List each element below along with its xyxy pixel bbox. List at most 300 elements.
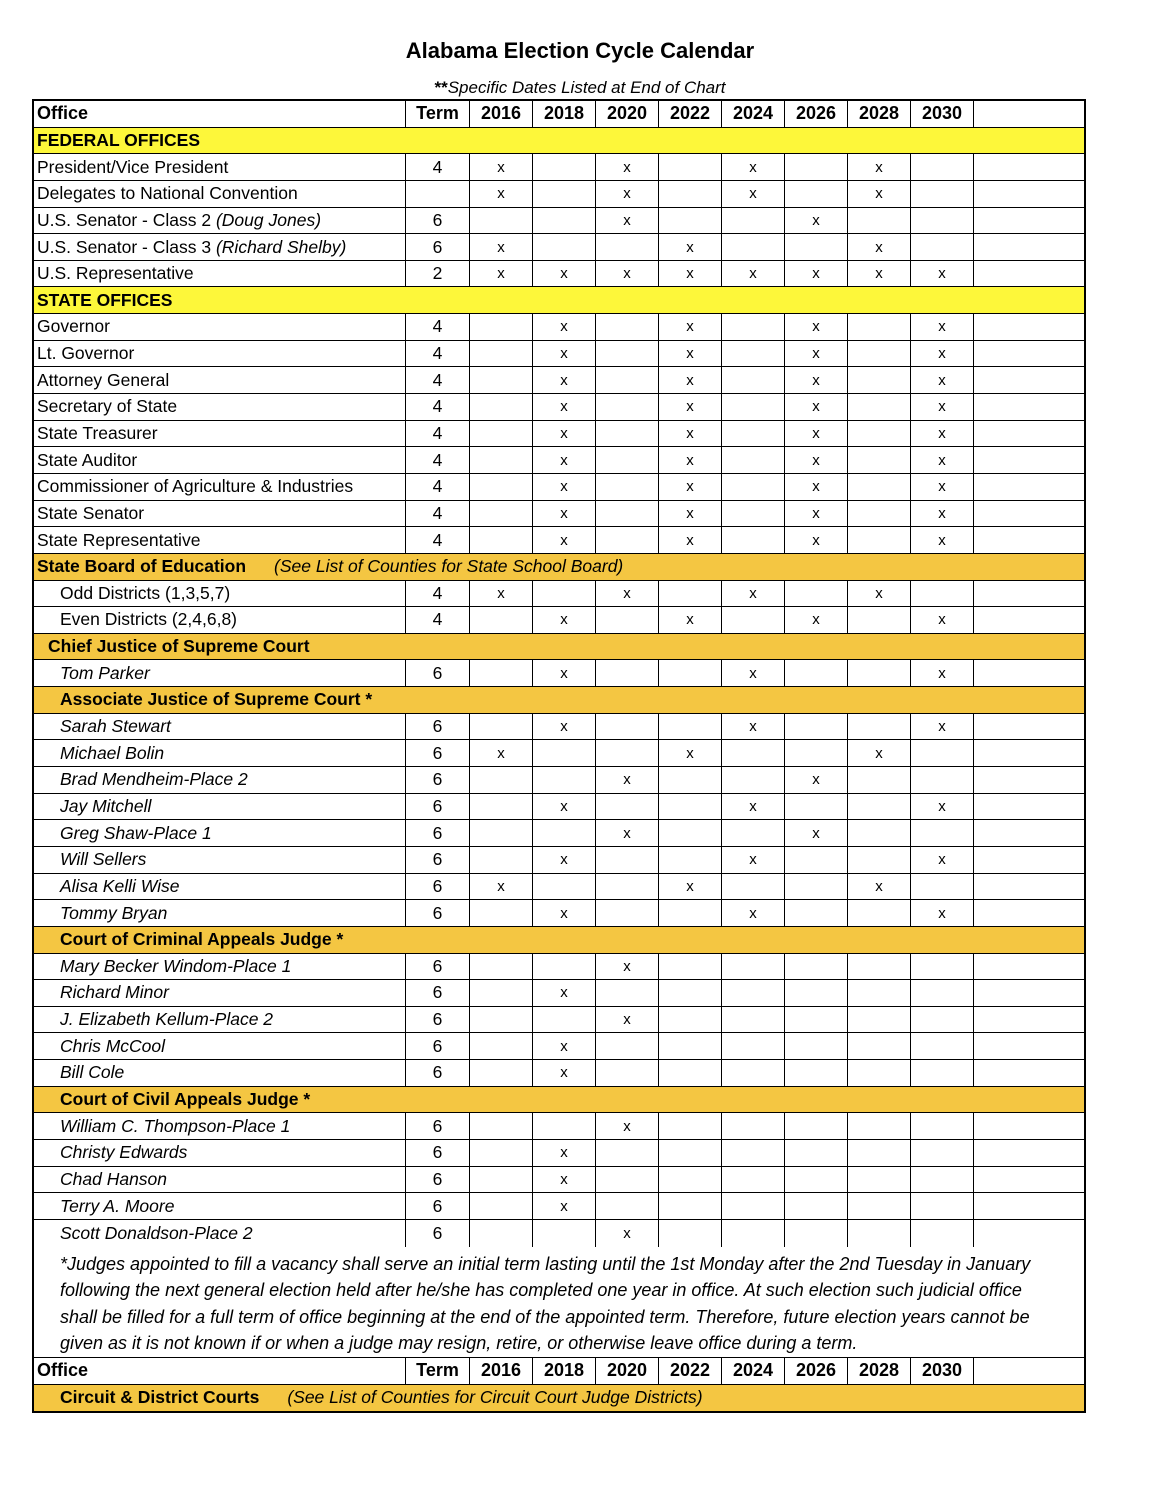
office-name-cell bbox=[34, 1007, 406, 1033]
office-row bbox=[34, 1193, 1084, 1220]
footer-header-term: Term bbox=[406, 1358, 470, 1384]
election-year-mark bbox=[848, 394, 911, 420]
subsection-label: Court of Criminal Appeals Judge * bbox=[60, 929, 344, 950]
election-year-mark bbox=[659, 980, 722, 1006]
office-name: Tom Parker bbox=[60, 662, 150, 683]
office-name: State Treasurer bbox=[37, 423, 158, 443]
blank-cell bbox=[974, 1113, 1084, 1139]
election-year-mark bbox=[470, 1113, 533, 1139]
term-cell: 6 bbox=[406, 1220, 470, 1247]
election-year-mark bbox=[785, 1007, 848, 1033]
election-year-mark bbox=[659, 1140, 722, 1166]
subtitle-text: Specific Dates Listed at End of Chart bbox=[447, 78, 726, 97]
election-year-mark bbox=[722, 980, 785, 1006]
election-year-mark bbox=[785, 1167, 848, 1193]
subsection-label: State Board of Education bbox=[37, 556, 247, 577]
election-year-mark: x bbox=[596, 1113, 659, 1139]
office-name-cell bbox=[34, 820, 406, 846]
election-year-mark bbox=[911, 1033, 974, 1059]
header-year: 2016 bbox=[470, 101, 533, 127]
election-year-mark: x bbox=[722, 714, 785, 740]
term-cell: 6 bbox=[406, 900, 470, 926]
election-year-mark: x bbox=[911, 447, 974, 473]
election-year-mark bbox=[596, 607, 659, 633]
election-year-mark: x bbox=[785, 208, 848, 234]
footer-section-cell bbox=[34, 1385, 1084, 1412]
blank-cell bbox=[974, 581, 1084, 607]
office-name: Secretary of State bbox=[37, 396, 178, 417]
election-year-mark: x bbox=[785, 474, 848, 500]
election-year-mark bbox=[848, 527, 911, 553]
office-row bbox=[34, 421, 1084, 448]
election-year-mark: x bbox=[785, 367, 848, 393]
election-year-mark bbox=[533, 581, 596, 607]
office-row bbox=[34, 847, 1084, 874]
election-year-mark: x bbox=[722, 154, 785, 180]
election-year-mark: x bbox=[533, 1060, 596, 1086]
election-year-mark bbox=[848, 1060, 911, 1086]
office-row bbox=[34, 501, 1084, 528]
election-year-mark: x bbox=[533, 607, 596, 633]
election-year-mark bbox=[470, 501, 533, 527]
office-row bbox=[34, 447, 1084, 474]
election-year-mark: x bbox=[911, 394, 974, 420]
term-cell: 2 bbox=[406, 261, 470, 287]
election-year-mark: x bbox=[785, 314, 848, 340]
office-row bbox=[34, 767, 1084, 794]
election-year-mark bbox=[470, 660, 533, 686]
election-year-mark bbox=[848, 607, 911, 633]
election-year-mark bbox=[848, 794, 911, 820]
election-year-mark bbox=[722, 474, 785, 500]
election-year-mark bbox=[911, 1193, 974, 1219]
election-year-mark bbox=[596, 447, 659, 473]
election-year-mark bbox=[659, 154, 722, 180]
office-name: Richard Minor bbox=[60, 982, 169, 1003]
office-row bbox=[34, 660, 1084, 687]
term-cell: 6 bbox=[406, 820, 470, 846]
election-year-mark bbox=[470, 527, 533, 553]
office-name-cell bbox=[34, 954, 406, 980]
office-row bbox=[34, 794, 1084, 821]
office-row bbox=[34, 874, 1084, 901]
office-name: Greg Shaw-Place 1 bbox=[60, 822, 212, 843]
election-year-mark bbox=[848, 714, 911, 740]
election-year-mark: x bbox=[848, 581, 911, 607]
footer-header-year: 2016 bbox=[470, 1358, 533, 1384]
election-year-mark bbox=[470, 208, 533, 234]
election-year-mark bbox=[596, 1033, 659, 1059]
subtitle-stars: ** bbox=[434, 78, 448, 97]
election-year-mark bbox=[659, 820, 722, 846]
election-year-mark bbox=[659, 181, 722, 207]
election-year-mark bbox=[785, 900, 848, 926]
office-name-cell bbox=[34, 208, 406, 234]
election-year-mark bbox=[911, 874, 974, 900]
election-year-mark bbox=[785, 794, 848, 820]
office-row bbox=[34, 474, 1084, 501]
office-row bbox=[34, 607, 1084, 634]
election-year-mark bbox=[533, 874, 596, 900]
term-cell: 6 bbox=[406, 794, 470, 820]
election-year-mark: x bbox=[911, 261, 974, 287]
footer-header-row bbox=[34, 1358, 1084, 1385]
election-year-mark: x bbox=[533, 980, 596, 1006]
election-year-mark bbox=[470, 394, 533, 420]
election-year-mark bbox=[470, 1033, 533, 1059]
election-year-mark: x bbox=[659, 474, 722, 500]
subsection-cell bbox=[34, 927, 1084, 953]
election-year-mark bbox=[596, 527, 659, 553]
office-row bbox=[34, 714, 1084, 741]
election-year-mark bbox=[911, 1140, 974, 1166]
subsection-cell bbox=[34, 1087, 1084, 1113]
election-year-mark bbox=[911, 154, 974, 180]
blank-cell bbox=[974, 900, 1084, 926]
election-year-mark bbox=[722, 234, 785, 260]
blank-cell bbox=[974, 1167, 1084, 1193]
election-year-mark bbox=[470, 794, 533, 820]
election-year-mark bbox=[785, 740, 848, 766]
term-cell: 6 bbox=[406, 1140, 470, 1166]
blank-cell bbox=[974, 234, 1084, 260]
election-year-mark bbox=[533, 1220, 596, 1247]
election-year-mark bbox=[659, 1007, 722, 1033]
election-year-mark bbox=[848, 1113, 911, 1139]
election-year-mark: x bbox=[911, 421, 974, 447]
election-year-mark: x bbox=[533, 341, 596, 367]
footer-header-year: 2022 bbox=[659, 1358, 722, 1384]
office-name: Lt. Governor bbox=[37, 343, 135, 364]
election-year-mark bbox=[470, 341, 533, 367]
election-year-mark: x bbox=[722, 847, 785, 873]
office-name: Terry A. Moore bbox=[60, 1195, 175, 1216]
blank-cell bbox=[974, 980, 1084, 1006]
election-year-mark bbox=[596, 740, 659, 766]
term-cell: 6 bbox=[406, 208, 470, 234]
term-cell: 6 bbox=[406, 1060, 470, 1086]
office-row bbox=[34, 820, 1084, 847]
election-year-mark: x bbox=[911, 794, 974, 820]
election-year-mark bbox=[911, 980, 974, 1006]
election-year-mark bbox=[911, 1060, 974, 1086]
election-year-mark bbox=[848, 1033, 911, 1059]
election-year-mark bbox=[659, 1167, 722, 1193]
election-year-mark: x bbox=[533, 421, 596, 447]
election-year-mark: x bbox=[533, 1033, 596, 1059]
office-row bbox=[34, 261, 1084, 288]
term-cell: 6 bbox=[406, 660, 470, 686]
election-year-mark bbox=[533, 208, 596, 234]
office-row bbox=[34, 527, 1084, 554]
term-cell: 4 bbox=[406, 314, 470, 340]
election-year-mark: x bbox=[533, 261, 596, 287]
election-year-mark: x bbox=[911, 847, 974, 873]
office-name: Commissioner of Agriculture & Industries bbox=[37, 476, 354, 497]
election-year-mark bbox=[911, 234, 974, 260]
election-year-mark bbox=[596, 1167, 659, 1193]
term-cell: 6 bbox=[406, 1033, 470, 1059]
header-year: 2020 bbox=[596, 101, 659, 127]
election-year-mark bbox=[722, 1060, 785, 1086]
office-name: J. Elizabeth Kellum-Place 2 bbox=[60, 1009, 274, 1030]
office-name: Delegates to National Convention bbox=[37, 183, 298, 204]
election-year-mark: x bbox=[596, 208, 659, 234]
office-name-cell bbox=[34, 900, 406, 926]
election-year-mark: x bbox=[785, 421, 848, 447]
table-header-row bbox=[34, 101, 1084, 128]
office-name: Jay Mitchell bbox=[60, 795, 152, 816]
election-year-mark bbox=[722, 1140, 785, 1166]
office-row bbox=[34, 208, 1084, 235]
election-year-mark bbox=[659, 1113, 722, 1139]
subsection-cell bbox=[34, 687, 1084, 713]
election-year-mark bbox=[659, 660, 722, 686]
election-year-mark: x bbox=[533, 794, 596, 820]
election-year-mark bbox=[596, 474, 659, 500]
office-name-cell bbox=[34, 394, 406, 420]
election-year-mark bbox=[659, 1220, 722, 1247]
election-year-mark bbox=[785, 1113, 848, 1139]
office-name: Governor bbox=[37, 316, 110, 337]
office-name-cell bbox=[34, 980, 406, 1006]
office-name: Sarah Stewart bbox=[60, 716, 171, 737]
election-year-mark bbox=[785, 847, 848, 873]
blank-cell bbox=[974, 261, 1084, 287]
office-name: William C. Thompson-Place 1 bbox=[60, 1115, 291, 1136]
election-year-mark bbox=[533, 740, 596, 766]
office-name: Christy Edwards bbox=[60, 1142, 188, 1163]
election-year-mark: x bbox=[596, 261, 659, 287]
election-year-mark bbox=[911, 1113, 974, 1139]
election-year-mark bbox=[470, 1193, 533, 1219]
office-name: Alisa Kelli Wise bbox=[60, 875, 180, 896]
election-year-mark: x bbox=[533, 900, 596, 926]
election-year-mark: x bbox=[596, 954, 659, 980]
election-year-mark bbox=[470, 314, 533, 340]
election-year-mark bbox=[911, 181, 974, 207]
election-year-mark: x bbox=[533, 367, 596, 393]
election-year-mark: x bbox=[533, 714, 596, 740]
blank-cell bbox=[974, 341, 1084, 367]
term-cell: 4 bbox=[406, 581, 470, 607]
term-cell: 6 bbox=[406, 767, 470, 793]
election-year-mark bbox=[911, 208, 974, 234]
office-name-cell bbox=[34, 501, 406, 527]
term-cell: 4 bbox=[406, 607, 470, 633]
election-year-mark bbox=[722, 1167, 785, 1193]
election-year-mark bbox=[659, 1060, 722, 1086]
election-year-mark bbox=[596, 980, 659, 1006]
election-year-mark: x bbox=[911, 900, 974, 926]
election-year-mark bbox=[722, 1113, 785, 1139]
election-year-mark bbox=[911, 1007, 974, 1033]
blank-cell bbox=[974, 527, 1084, 553]
election-year-mark: x bbox=[911, 714, 974, 740]
election-year-mark: x bbox=[470, 154, 533, 180]
election-year-mark: x bbox=[470, 581, 533, 607]
election-year-mark bbox=[911, 820, 974, 846]
election-year-mark bbox=[659, 208, 722, 234]
election-year-mark bbox=[848, 660, 911, 686]
election-year-mark bbox=[470, 900, 533, 926]
election-year-mark bbox=[722, 954, 785, 980]
footer-header-year: 2026 bbox=[785, 1358, 848, 1384]
election-year-mark bbox=[722, 394, 785, 420]
election-year-mark: x bbox=[533, 1193, 596, 1219]
election-year-mark bbox=[470, 607, 533, 633]
election-year-mark bbox=[848, 1140, 911, 1166]
election-year-mark: x bbox=[785, 820, 848, 846]
election-year-mark bbox=[722, 874, 785, 900]
election-year-mark bbox=[659, 794, 722, 820]
election-year-mark bbox=[470, 447, 533, 473]
office-name-cell bbox=[34, 527, 406, 553]
term-cell: 6 bbox=[406, 1167, 470, 1193]
election-year-mark bbox=[722, 1007, 785, 1033]
election-year-mark: x bbox=[722, 581, 785, 607]
office-row bbox=[34, 367, 1084, 394]
office-row bbox=[34, 954, 1084, 981]
election-year-mark bbox=[659, 847, 722, 873]
election-year-mark: x bbox=[848, 154, 911, 180]
election-year-mark bbox=[785, 581, 848, 607]
election-year-mark bbox=[785, 1060, 848, 1086]
election-year-mark: x bbox=[659, 234, 722, 260]
office-name-cell bbox=[34, 847, 406, 873]
office-name: Tommy Bryan bbox=[60, 902, 168, 923]
office-name-cell bbox=[34, 421, 406, 447]
footer-header-year: 2028 bbox=[848, 1358, 911, 1384]
election-year-mark: x bbox=[533, 660, 596, 686]
election-year-mark bbox=[470, 474, 533, 500]
subsection-header-row bbox=[34, 927, 1084, 954]
office-row bbox=[34, 740, 1084, 767]
blank-cell bbox=[974, 1033, 1084, 1059]
term-cell: 4 bbox=[406, 341, 470, 367]
footer-header-year: 2030 bbox=[911, 1358, 974, 1384]
header-office: Office bbox=[34, 101, 406, 127]
judge-footnote: *Judges appointed to fill a vacancy shall serve an initial term lasting until the 1st Monday after the 2nd Tuesday in January following the next general election held after he/she has completed one year in office. At such election such judicial office shall be filled for a full term of office beginning at the end of the appointed term. Therefore, future election years cannot be given as it is not known if or when a judge may resign, retire, or otherwise leave office during a term. bbox=[34, 1247, 1084, 1358]
office-name-cell bbox=[34, 261, 406, 287]
office-name-cell bbox=[34, 874, 406, 900]
office-name: U.S. Senator - Class 2 bbox=[37, 209, 216, 230]
blank-cell bbox=[974, 767, 1084, 793]
election-year-mark bbox=[470, 367, 533, 393]
election-year-mark bbox=[785, 954, 848, 980]
election-year-mark: x bbox=[848, 181, 911, 207]
blank-cell bbox=[974, 607, 1084, 633]
office-name-cell bbox=[34, 794, 406, 820]
election-year-mark bbox=[533, 154, 596, 180]
term-cell: 6 bbox=[406, 234, 470, 260]
term-cell: 4 bbox=[406, 501, 470, 527]
election-year-mark bbox=[722, 341, 785, 367]
header-term: Term bbox=[406, 101, 470, 127]
election-year-mark bbox=[659, 900, 722, 926]
election-year-mark: x bbox=[785, 261, 848, 287]
office-row bbox=[34, 581, 1084, 608]
footer-section-label: Circuit & District Courts bbox=[60, 1387, 260, 1408]
election-year-mark bbox=[911, 767, 974, 793]
election-year-mark bbox=[596, 847, 659, 873]
blank-cell bbox=[974, 447, 1084, 473]
office-row bbox=[34, 1033, 1084, 1060]
election-year-mark bbox=[848, 341, 911, 367]
election-year-mark bbox=[722, 314, 785, 340]
election-year-mark: x bbox=[911, 527, 974, 553]
footer-section-note: (See List of Counties for Circuit Court Judge Districts) bbox=[287, 1387, 703, 1408]
office-row bbox=[34, 1113, 1084, 1140]
blank-cell bbox=[974, 1220, 1084, 1247]
blank-cell bbox=[974, 874, 1084, 900]
election-year-mark: x bbox=[659, 527, 722, 553]
term-cell: 6 bbox=[406, 847, 470, 873]
election-year-mark bbox=[722, 421, 785, 447]
office-name-cell bbox=[34, 607, 406, 633]
footer-header-year: 2020 bbox=[596, 1358, 659, 1384]
office-name: Mary Becker Windom-Place 1 bbox=[60, 955, 292, 976]
office-name: Brad Mendheim-Place 2 bbox=[60, 769, 248, 790]
subsection-header-row bbox=[34, 687, 1084, 714]
election-year-mark: x bbox=[659, 740, 722, 766]
election-year-mark bbox=[659, 1193, 722, 1219]
election-year-mark: x bbox=[659, 501, 722, 527]
election-table bbox=[32, 99, 1086, 1413]
term-cell: 4 bbox=[406, 421, 470, 447]
office-name-cell bbox=[34, 740, 406, 766]
blank-cell bbox=[974, 421, 1084, 447]
election-year-mark: x bbox=[596, 1007, 659, 1033]
election-year-mark bbox=[596, 1140, 659, 1166]
election-year-mark bbox=[722, 208, 785, 234]
office-row bbox=[34, 394, 1084, 421]
section-label: FEDERAL OFFICES bbox=[37, 129, 201, 150]
election-year-mark: x bbox=[785, 447, 848, 473]
term-cell bbox=[406, 181, 470, 207]
term-cell: 6 bbox=[406, 980, 470, 1006]
election-year-mark bbox=[533, 954, 596, 980]
office-name-cell bbox=[34, 234, 406, 260]
election-year-mark bbox=[470, 980, 533, 1006]
blank-cell bbox=[974, 1140, 1084, 1166]
office-name: Chad Hanson bbox=[60, 1168, 168, 1189]
election-year-mark bbox=[848, 1193, 911, 1219]
election-year-mark bbox=[785, 1033, 848, 1059]
header-year: 2026 bbox=[785, 101, 848, 127]
election-year-mark: x bbox=[659, 367, 722, 393]
election-year-mark bbox=[596, 660, 659, 686]
election-year-mark: x bbox=[470, 874, 533, 900]
blank-cell bbox=[974, 181, 1084, 207]
footer-header-blank bbox=[974, 1358, 1084, 1384]
office-name: State Senator bbox=[37, 502, 145, 523]
election-year-mark bbox=[533, 234, 596, 260]
election-year-mark bbox=[596, 394, 659, 420]
election-year-mark bbox=[785, 980, 848, 1006]
election-year-mark: x bbox=[533, 314, 596, 340]
blank-cell bbox=[974, 820, 1084, 846]
election-year-mark bbox=[596, 874, 659, 900]
term-cell: 4 bbox=[406, 367, 470, 393]
section-label: STATE OFFICES bbox=[37, 289, 173, 310]
election-year-mark bbox=[785, 714, 848, 740]
election-year-mark: x bbox=[470, 181, 533, 207]
subsection-header-row bbox=[34, 1087, 1084, 1114]
election-year-mark bbox=[722, 447, 785, 473]
election-year-mark bbox=[785, 1220, 848, 1247]
election-year-mark bbox=[659, 581, 722, 607]
